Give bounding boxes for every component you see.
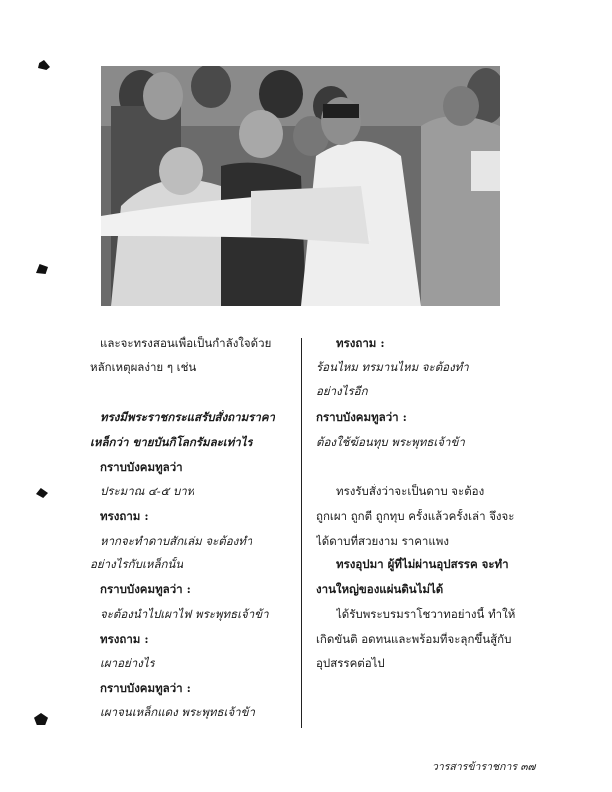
text-line: เกิดขันติ อดทนและพร้อมที่จะลุกขึ้นสู้กับ (316, 632, 512, 646)
text-line: ได้รับพระบรมราโชวาทอย่างนี้ ทำให้ (336, 607, 516, 621)
text-line: ทรงอุปมา ผู้ที่ไม่ผ่านอุปสรรค จะทำ (336, 557, 509, 571)
hole-punch-mark (36, 488, 48, 498)
text-line: ร้อนไหม ทรมานไหม จะต้องทำ (316, 360, 469, 374)
hole-punch-mark (36, 264, 48, 274)
text-line: ทรงถาม : (336, 336, 385, 350)
text-line: หลักเหตุผลง่าย ๆ เช่น (90, 360, 197, 374)
text-line: และจะทรงสอนเพื่อเป็นกำลังใจด้วย (100, 336, 272, 350)
text-line: กราบบังคมทูลว่า : (100, 681, 191, 695)
text-line: อุปสรรคต่อไป (316, 656, 385, 670)
text-line: ทรงถาม : (100, 509, 149, 523)
page-footer: วารสารข้าราชการ ๓๗ (432, 761, 536, 773)
text-line: เหล็กว่า ขายบันกิโลกรัมละเท่าไร (90, 435, 253, 449)
royal-audience-photo (101, 66, 500, 306)
text-line: ทรงมีพระราชกระแสรับสั่งถามราคา (100, 410, 275, 424)
text-line: อย่างไรอีก (316, 384, 368, 398)
text-line: กราบบังคมทูลว่า : (100, 582, 191, 596)
text-line: งานใหญ่ของแผ่นดินไม่ได้ (316, 582, 444, 596)
text-line: ได้ดาบที่สวยงาม ราคาแพง (316, 534, 449, 548)
text-line: ต้องใช้ฆ้อนทุบ พระพุทธเจ้าข้า (316, 435, 465, 449)
hole-punch-mark (38, 60, 50, 70)
text-line: จะต้องนำไปเผาไฟ พระพุทธเจ้าข้า (100, 607, 269, 621)
text-line: ประมาณ ๔-๕ บาท (100, 484, 195, 498)
text-line: ทรงถาม : (100, 632, 149, 646)
photo-illustration (101, 66, 500, 306)
text-line: ทรงรับสั่งว่าจะเป็นดาบ จะต้อง (336, 484, 485, 498)
text-line: กราบบังคมทูลว่า (100, 460, 183, 474)
text-line: อย่างไรกับเหล็กนั้น (90, 557, 184, 571)
text-line: ถูกเผา ถูกตี ถูกทุบ ครั้งแล้วครั้งเล่า จึงจะ (316, 509, 515, 523)
text-line: กราบบังคมทูลว่า : (316, 410, 407, 424)
column-divider (301, 338, 302, 728)
text-line: เผาจนเหล็กแดง พระพุทธเจ้าข้า (100, 705, 255, 719)
text-line: เผาอย่างไร (100, 656, 155, 670)
text-line: หากจะทำดาบสักเล่ม จะต้องทำ (100, 534, 253, 548)
hole-punch-mark (34, 713, 48, 725)
